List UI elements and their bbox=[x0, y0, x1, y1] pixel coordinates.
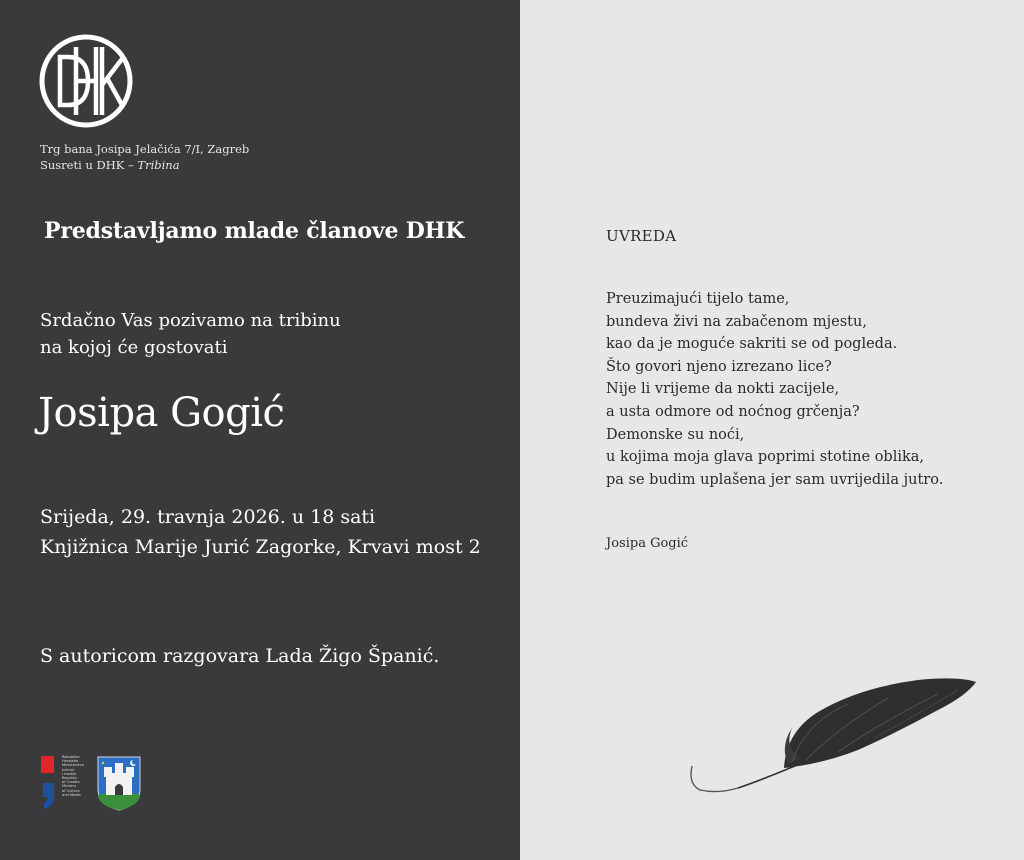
series-prefix: Susreti u DHK – bbox=[40, 158, 138, 172]
poem-line: Nije li vrijeme da nokti zacijele, bbox=[606, 381, 840, 398]
zagreb-coat-of-arms-icon bbox=[96, 755, 142, 811]
poem-panel bbox=[520, 0, 1024, 860]
poem-text bbox=[606, 288, 943, 491]
poem-line: Što govori njeno izrezano lice? bbox=[606, 358, 832, 375]
invite-line: na kojoj će gostovati bbox=[40, 337, 228, 358]
invitation-text bbox=[40, 307, 341, 361]
series-line bbox=[40, 157, 249, 173]
poem-line: kao da je moguće sakriti se od pogleda. bbox=[606, 336, 898, 353]
ministry-logo-icon bbox=[40, 755, 56, 809]
sponsor-logos bbox=[40, 755, 150, 815]
event-venue: Knjižnica Marije Jurić Zagorke, Krvavi most 2 bbox=[40, 536, 481, 558]
moderator-line: S autoricom razgovara Lada Žigo Španić. bbox=[40, 645, 440, 667]
dhk-logo-icon bbox=[38, 33, 134, 129]
feather-quill-icon bbox=[688, 672, 980, 802]
guest-author-name: Josipa Gogić bbox=[38, 390, 285, 436]
header-info bbox=[40, 141, 249, 173]
poem-title: UVREDA bbox=[606, 227, 677, 245]
poem-signature: Josipa Gogić bbox=[606, 536, 689, 551]
poem-line: Demonske su noći, bbox=[606, 426, 745, 443]
address-line: Trg bana Josipa Jelačića 7/I, Zagreb bbox=[40, 142, 250, 156]
invite-line: Srdačno Vas pozivamo na tribinu bbox=[40, 310, 341, 331]
poem-line: pa se budim uplašena jer sam uvrijedila jutro. bbox=[606, 471, 944, 488]
poem-line: a usta odmore od noćnog grčenja? bbox=[606, 403, 860, 420]
poem-line: u kojima moja glava poprimi stotine oblika, bbox=[606, 449, 925, 466]
event-heading: Predstavljamo mlade članove DHK bbox=[44, 218, 465, 244]
ministry-label: Republika Hrvatska Ministarstvo kulture i medija Republic of Croatia Ministry of Culture and Media bbox=[62, 755, 84, 797]
event-details bbox=[40, 502, 481, 562]
event-date-time: Srijeda, 29. travnja 2026. u 18 sati bbox=[40, 506, 376, 528]
poem-line: bundeva živi na zabačenom mjestu, bbox=[606, 313, 867, 330]
series-name: Tribina bbox=[137, 158, 180, 172]
poem-line: Preuzimajući tijelo tame, bbox=[606, 291, 790, 307]
